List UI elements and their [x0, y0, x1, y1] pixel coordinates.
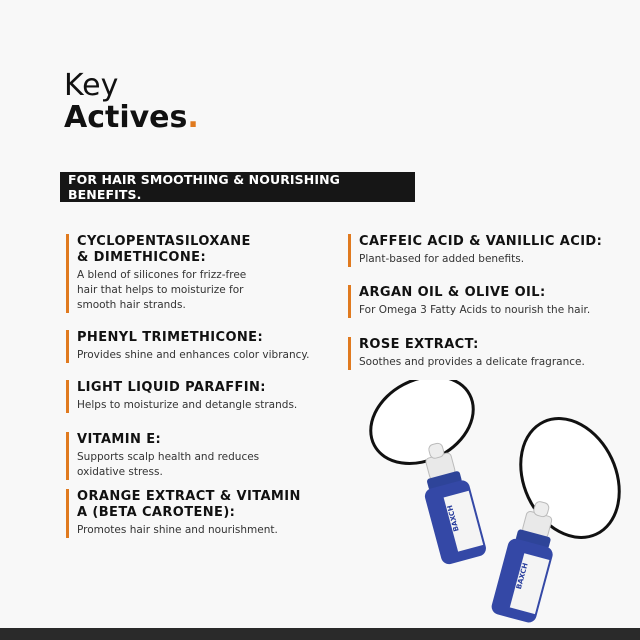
heading-dot: .: [187, 99, 199, 135]
bottle-label-2: BAXCH: [514, 562, 530, 591]
heading-line1: Key: [64, 68, 119, 103]
item-desc: Soothes and provides a delicate fragrance.: [359, 356, 585, 368]
active-item-rose-extract: [348, 337, 585, 370]
item-desc: Helps to moisturize and detangle strands.: [77, 399, 298, 411]
item-desc: Promotes hair shine and nourishment.: [77, 524, 278, 536]
item-title: ARGAN OIL & OLIVE OIL:: [359, 285, 546, 300]
item-title: CYCLOPENTASILOXANE & DIMETHICONE:: [77, 234, 251, 265]
heading-actives: Actives: [64, 99, 188, 135]
page-heading: [64, 70, 199, 133]
item-title: VITAMIN E:: [77, 432, 162, 447]
active-item-argan-oil: [348, 285, 590, 318]
active-item-phenyl-trimethicone: [66, 330, 309, 363]
active-item-orange-extract: [66, 489, 301, 538]
item-title: PHENYL TRIMETHICONE:: [77, 330, 264, 345]
item-title: ORANGE EXTRACT & VITAMIN A (BETA CAROTENE):: [77, 489, 301, 520]
serum-bottles-image: [360, 380, 640, 628]
active-item-caffeic-acid: [348, 234, 602, 267]
item-desc: For Omega 3 Fatty Acids to nourish the hair.: [359, 304, 591, 316]
active-item-vitamin-e: [66, 432, 259, 480]
item-title: LIGHT LIQUID PARAFFIN:: [77, 380, 266, 395]
active-item-cyclopentasiloxane: [66, 234, 251, 313]
item-desc: Provides shine and enhances color vibrancy.: [77, 349, 310, 361]
item-desc: A blend of silicones for frizz-free hair that helps to moisturize for smooth hair strands.: [77, 269, 247, 311]
bottom-bar: [0, 628, 640, 640]
item-desc: Plant-based for added benefits.: [359, 253, 525, 265]
item-title: CAFFEIC ACID & VANILLIC ACID:: [359, 234, 603, 249]
item-desc: Supports scalp health and reduces oxidative stress.: [77, 451, 260, 478]
item-title: ROSE EXTRACT:: [359, 337, 479, 352]
bottle-label-1: BAXCH: [445, 504, 461, 533]
benefits-banner: FOR HAIR SMOOTHING & NOURISHING BENEFITS.: [60, 172, 415, 202]
lens-ring-1: [360, 380, 488, 481]
active-item-light-liquid-paraffin: [66, 380, 297, 413]
heading-line2: [64, 99, 199, 135]
product-illustration: [360, 380, 640, 628]
